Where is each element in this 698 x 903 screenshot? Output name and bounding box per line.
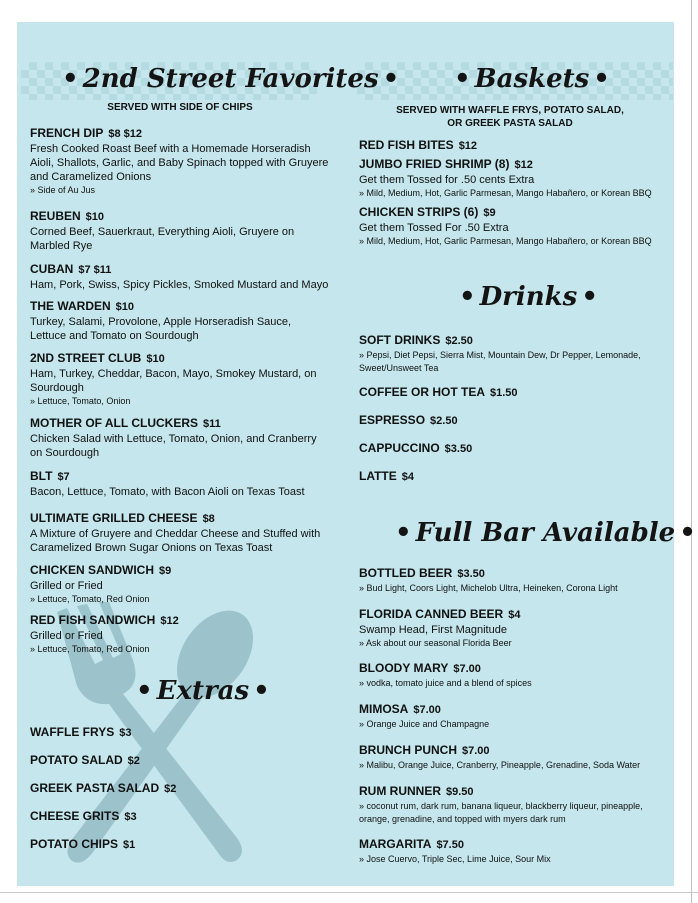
page-edge-bottom bbox=[0, 892, 698, 893]
drinks-heading: • Drinks • bbox=[459, 282, 598, 312]
full-bar-heading: • Full Bar Available • bbox=[395, 518, 696, 548]
menu-item-cuban: CUBAN $7 $11 Ham, Pork, Swiss, Spicy Pickles, Smoked Mustard and Mayo bbox=[30, 262, 329, 291]
extras-item-cheese-grits: CHEESE GRITS $3 bbox=[30, 809, 137, 823]
menu-item-chicken-sandwich: CHICKEN SANDWICH $9 Grilled or Fried » Lettuce, Tomato, Red Onion bbox=[30, 563, 330, 606]
favorites-title: 2nd Street Favorites bbox=[82, 64, 379, 94]
drink-item-soft-drinks: SOFT DRINKS $2.50 » Pepsi, Diet Pepsi, Sierra Mist, Mountain Dew, Dr Pepper, Lemonade, Sweet/Unsweet Tea bbox=[359, 333, 669, 375]
basket-item-red-fish-bites: RED FISH BITES $12 bbox=[359, 138, 478, 152]
menu-item-the-warden: THE WARDEN $10 Turkey, Salami, Provolone, Apple Horseradish Sauce, Lettuce and Tomato on Sourdough bbox=[30, 299, 292, 342]
bar-item-florida-canned-beer: FLORIDA CANNED BEER $4 Swamp Head, First Magnitude » Ask about our seasonal Florida Beer bbox=[359, 607, 669, 650]
menu-item-ultimate-grilled-cheese: ULTIMATE GRILLED CHEESE $8 A Mixture of Gruyere and Cheddar Cheese and Stuffed with Caramelized Brown Sugar Onions on Texas Toast bbox=[30, 511, 321, 554]
extras-item-potato-chips: POTATO CHIPS $1 bbox=[30, 837, 136, 851]
full-bar-title: Full Bar Available bbox=[415, 518, 676, 548]
menu-item-french-dip: FRENCH DIP $8 $12 Fresh Cooked Roast Beef with a Homemade Horseradish Aioli, Shallots, Garlic, and Baby Spinach topped with Gruyere and Caramelized Onions » Side of Au Jus bbox=[30, 126, 330, 197]
basket-item-jumbo-fried-shrimp: JUMBO FRIED SHRIMP (8) $12 Get them Tossed for .50 cents Extra » Mild, Medium, Hot, Garlic Parmesan, Mango Habañero, or Korean BBQ bbox=[359, 157, 679, 200]
bar-item-rum-runner: RUM RUNNER $9.50 » coconut rum, dark rum, banana liqueur, blackberry liqueur, pineapple, orange, grenadine, and topped with myers dark rum bbox=[359, 784, 669, 826]
menu-item-blt: BLT $7 Bacon, Lettuce, Tomato, with Bacon Aioli on Texas Toast bbox=[30, 469, 305, 498]
extras-item-waffle-frys: WAFFLE FRYS $3 bbox=[30, 725, 132, 739]
bar-item-bottled-beer: BOTTLED BEER $3.50 » Bud Light, Coors Light, Michelob Ultra, Heineken, Corona Light bbox=[359, 566, 669, 595]
menu-item-mother-of-all-cluckers: MOTHER OF ALL CLUCKERS $11 Chicken Salad with Lettuce, Tomato, Onion, and Cranberry on Sourdough bbox=[30, 416, 317, 459]
drinks-title: Drinks bbox=[479, 282, 578, 312]
baskets-subtitle: SERVED WITH WAFFLE FRYS, POTATO SALAD, OR GREEK PASTA SALAD bbox=[396, 105, 624, 129]
extras-item-potato-salad: POTATO SALAD $2 bbox=[30, 753, 140, 767]
bar-item-brunch-punch: BRUNCH PUNCH $7.00 » Malibu, Orange Juice, Cranberry, Pineapple, Grenadine, Soda Water bbox=[359, 743, 669, 772]
extras-item-greek-pasta-salad: GREEK PASTA SALAD $2 bbox=[30, 781, 177, 795]
page-edge-right bbox=[691, 0, 692, 903]
bar-item-margarita: MARGARITA $7.50 » Jose Cuervo, Triple Sec, Lime Juice, Sour Mix bbox=[359, 837, 669, 866]
drink-item-cappuccino: CAPPUCCINO $3.50 bbox=[359, 441, 473, 455]
baskets-title: Baskets bbox=[474, 64, 590, 94]
drink-item-espresso: ESPRESSO $2.50 bbox=[359, 413, 458, 427]
drink-item-latte: LATTE $4 bbox=[359, 469, 415, 483]
drink-item-coffee-or-hot-tea: COFFEE OR HOT TEA $1.50 bbox=[359, 385, 518, 399]
extras-heading: • Extras • bbox=[136, 676, 270, 706]
favorites-heading: • 2nd Street Favorites • bbox=[62, 64, 400, 94]
baskets-heading: • Baskets • bbox=[454, 64, 610, 94]
menu-item-2nd-street-club: 2ND STREET CLUB $10 Ham, Turkey, Cheddar, Bacon, Mayo, Smokey Mustard, on Sourdough » Lettuce, Tomato, Onion bbox=[30, 351, 330, 408]
menu-item-red-fish-sandwich: RED FISH SANDWICH $12 Grilled or Fried » Lettuce, Tomato, Red Onion bbox=[30, 613, 330, 656]
bar-item-bloody-mary: BLOODY MARY $7.00 » vodka, tomato juice and a blend of spices bbox=[359, 661, 669, 690]
menu-item-reuben: REUBEN $10 Corned Beef, Sauerkraut, Everything Aioli, Gruyere on Marbled Rye bbox=[30, 209, 295, 252]
extras-title: Extras bbox=[156, 676, 250, 706]
basket-item-chicken-strips: CHICKEN STRIPS (6) $9 Get them Tossed For .50 Extra » Mild, Medium, Hot, Garlic Parmesan, Mango Habañero, or Korean BBQ bbox=[359, 205, 679, 248]
bar-item-mimosa: MIMOSA $7.00 » Orange Juice and Champagne bbox=[359, 702, 669, 731]
favorites-subtitle: SERVED WITH SIDE OF CHIPS bbox=[107, 102, 253, 113]
